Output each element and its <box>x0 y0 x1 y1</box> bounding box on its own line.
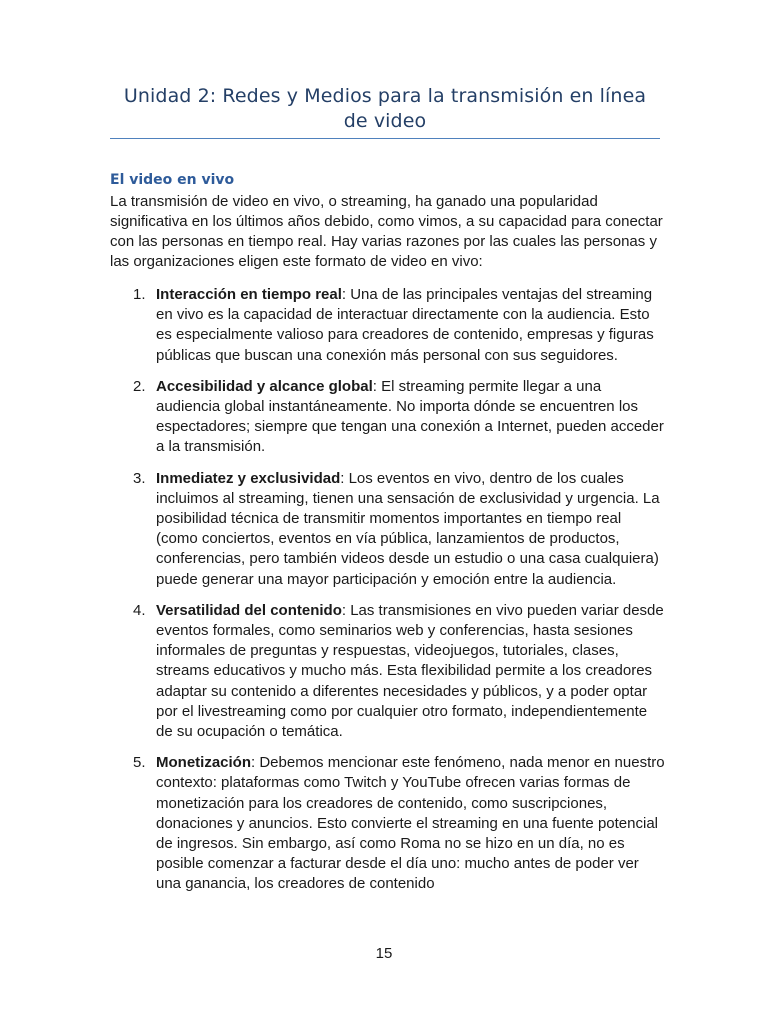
list-item-text: : Los eventos en vivo, dentro de los cuales incluimos al streaming, tienen una sensación de exclusividad y urgencia. La posibilidad técnica de transmitir momentos importantes en tiempo real (como conciertos, eventos en vía pública, lanzamientos de productos, conferencias, pero también videos desde un estudio o una casa cualquiera) puede generar una mayor participación y emoción entre la audiencia. <box>156 469 660 588</box>
list-item-text: : El streaming permite llegar a una audiencia global instantáneamente. No importa dónde se encuentren los espectadores; siempre que tengan una conexión a Internet, pueden acceder a la transmisión. <box>156 377 664 456</box>
intro-paragraph: La transmisión de video en vivo, o streaming, ha ganado una popularidad significativa en los últimos años debido, como vimos, a su capacidad para conectar con las personas en tiempo real. Hay varias razones por las cuales las personas y las organizaciones eligen este formato de video en vivo: <box>110 193 663 270</box>
list-item-number: 2. <box>133 377 146 395</box>
list-item-number: 5. <box>133 754 146 772</box>
title-divider <box>110 138 660 139</box>
list-item <box>110 469 666 590</box>
list-item-term: Inmediatez y exclusividad <box>156 469 341 487</box>
list-item-text: : Una de las principales ventajas del streaming en vivo es la capacidad de interactuar directamente con la audiencia. Esto es especialmente valioso para creadores de contenido, empresas y figuras públicas que buscan una conexión más personal con sus seguidores. <box>156 286 654 364</box>
list-item-term: Accesibilidad y alcance global <box>156 377 373 395</box>
list-item-number: 4. <box>133 601 146 619</box>
list-item-number: 3. <box>133 469 146 487</box>
list-item-text: : Las transmisiones en vivo pueden variar desde eventos formales, como seminarios web y conferencias, hasta sesiones informales de preguntas y respuestas, videojuegos, tutoriales, clases, streams educativos y mucho más. Esta flexibilidad permite a los creadores adaptar su contenido a diferentes necesidades y públicos, y a poder optar por el livestreaming como por cualquier otro formato, independientemente de su ocupación o temática. <box>156 601 664 741</box>
list-item-text: : Debemos mencionar este fenómeno, nada menor en nuestro contexto: plataformas como Twitch y YouTube ofrecen varias formas de monetización para los creadores de contenido, como suscripciones, donaciones y anuncios. Esto convierte el streaming en una fuente potencial de ingresos. Sin embargo, así como Roma no se hizo en un día, no es posible comenzar a facturar desde el día uno: mucho antes de poder ver una ganancia, los creadores de contenido <box>156 754 665 893</box>
list-item-term: Monetización <box>156 754 252 772</box>
list-item <box>110 753 666 894</box>
reasons-list <box>110 285 666 906</box>
page-title: Unidad 2: Redes y Medios para la transmisión en línea de video <box>123 85 647 132</box>
list-item-term: Interacción en tiempo real <box>156 286 342 303</box>
list-item <box>110 285 666 366</box>
list-item <box>110 377 666 458</box>
list-item-term: Versatilidad del contenido <box>156 601 342 619</box>
page-number: 15 <box>375 945 393 962</box>
section-heading: El video en vivo <box>110 172 235 188</box>
list-item <box>110 601 666 742</box>
list-item-number: 1. <box>133 286 146 303</box>
